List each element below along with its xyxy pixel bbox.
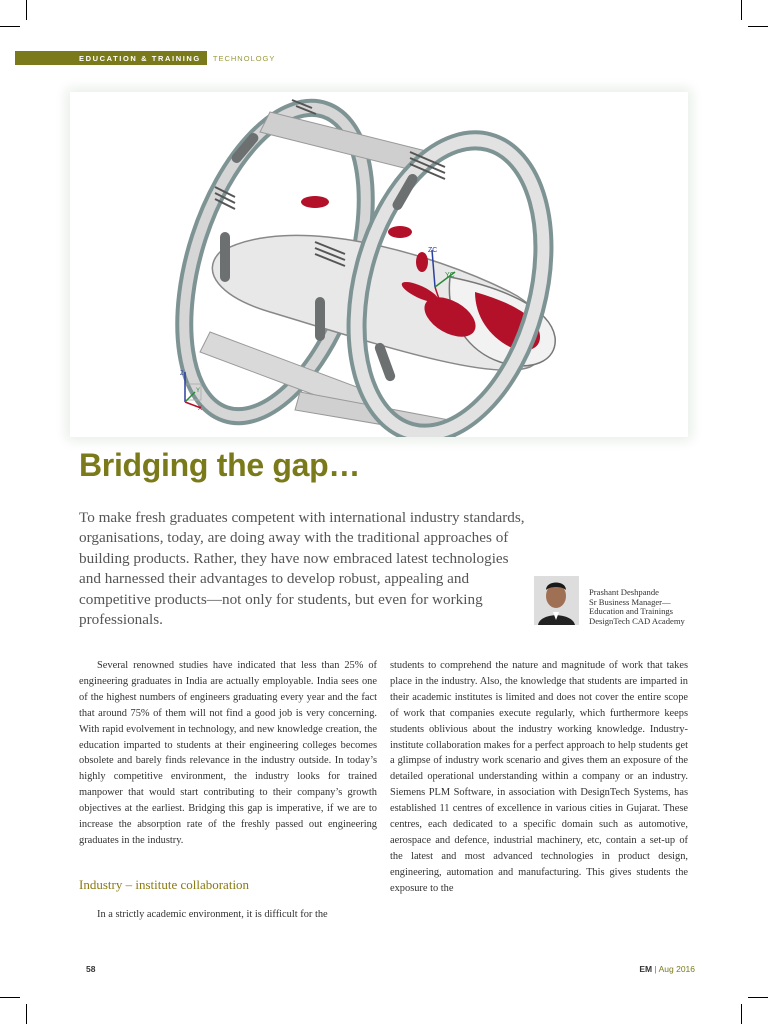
body-column-right <box>390 658 688 897</box>
article-title: Bridging the gap… <box>79 447 361 483</box>
hero-image <box>70 92 688 437</box>
axis-label-zc: ZC <box>428 247 438 254</box>
section-subheading: Industry – institute collaboration <box>79 877 250 892</box>
crop-mark <box>0 997 20 998</box>
author-name: Prashant Deshpande <box>589 587 659 597</box>
section-bar <box>15 51 207 65</box>
author-photo <box>534 576 579 625</box>
triad-label-y: Y <box>196 388 201 394</box>
crop-mark <box>26 1004 27 1024</box>
body-paragraph: students to comprehend the nature and magnitude of work that takes place in the industry. Also, the knowledge that students are imparted in their academic institutes is limited and does not cover the entire scope of work that companies execute regularly, which furthermore keeps students oblivious about the industry working knowledge. Industry-institute collaboration makes for a perfect approach to help students get a glimpse of industry work scenario and gives them an exposure of the detailed operational understanding within a company or an industry. Siemens PLM Software, in association with DesignTech Systems, has established 11 centres of excellence in various cities in Gujarat. These centres, each dedicated to a specific domain such as automotive, aerospace and defence, industrial machinery, etc, contain a set-up of the latest and most advanced technologies in product design, engineering, automation and manufacturing. This gives students the exposure to the <box>390 660 688 894</box>
body-column-left-continued <box>79 907 377 923</box>
author-title: Sr Business Manager— <box>589 596 671 607</box>
crop-mark <box>741 0 742 20</box>
issue-date: | Aug 2016 <box>654 964 695 974</box>
crop-mark <box>0 26 20 27</box>
author-org: DesignTech CAD Academy <box>589 615 685 626</box>
axis-label-yc: YC <box>445 272 455 279</box>
crop-mark <box>26 0 27 20</box>
axis-label-xc: XC <box>436 300 446 307</box>
cad-engine-illustration <box>70 92 688 437</box>
body-paragraph: Several renowned studies have indicated that less than 25% of engineering graduates in India are actually employable. India sees one of the highest numbers of engineers graduating every year and the fact that around 75% of them will not find a good job is very concerning. With rapid evolvement in technology, and new knowledge creation, the education imparted to students at their engineering colleges becomes obsolete and barely finds relevance in the industry outside. In today’s highly competitive environment, the industry looks for trained manpower that would start contributing to their company’s growth objectives at the earliest. Bridging this gap is imperative, if we are to increase the absorption rate of the freshly passed out engineering graduates in the industry. <box>79 660 377 846</box>
section-label: EDUCATION & TRAINING <box>79 53 201 63</box>
page-number: 58 <box>86 964 96 974</box>
triad-label-z: Z <box>180 371 184 377</box>
author-info <box>589 588 685 626</box>
section-header <box>15 51 275 65</box>
body-column-left <box>79 658 377 849</box>
crop-mark <box>748 26 768 27</box>
crop-mark <box>741 1004 742 1024</box>
magazine-name: EM <box>639 964 653 974</box>
crop-mark <box>748 997 768 998</box>
author-title: Education and Trainings <box>589 606 674 617</box>
footer-magazine <box>639 964 695 974</box>
triad-label-x: X <box>198 406 203 412</box>
article-lead: To make fresh graduates competent with international industry standards, organisations, today, are doing away with the traditional approaches of building products. Rather, they have now embraced latest technologies and harnessed their advantages to develop robust, appealing and competitive products—not only for students, but even for working professionals. <box>79 509 525 629</box>
body-paragraph: In a strictly academic environment, it is difficult for the <box>97 909 328 920</box>
subsection-label: TECHNOLOGY <box>212 53 276 63</box>
